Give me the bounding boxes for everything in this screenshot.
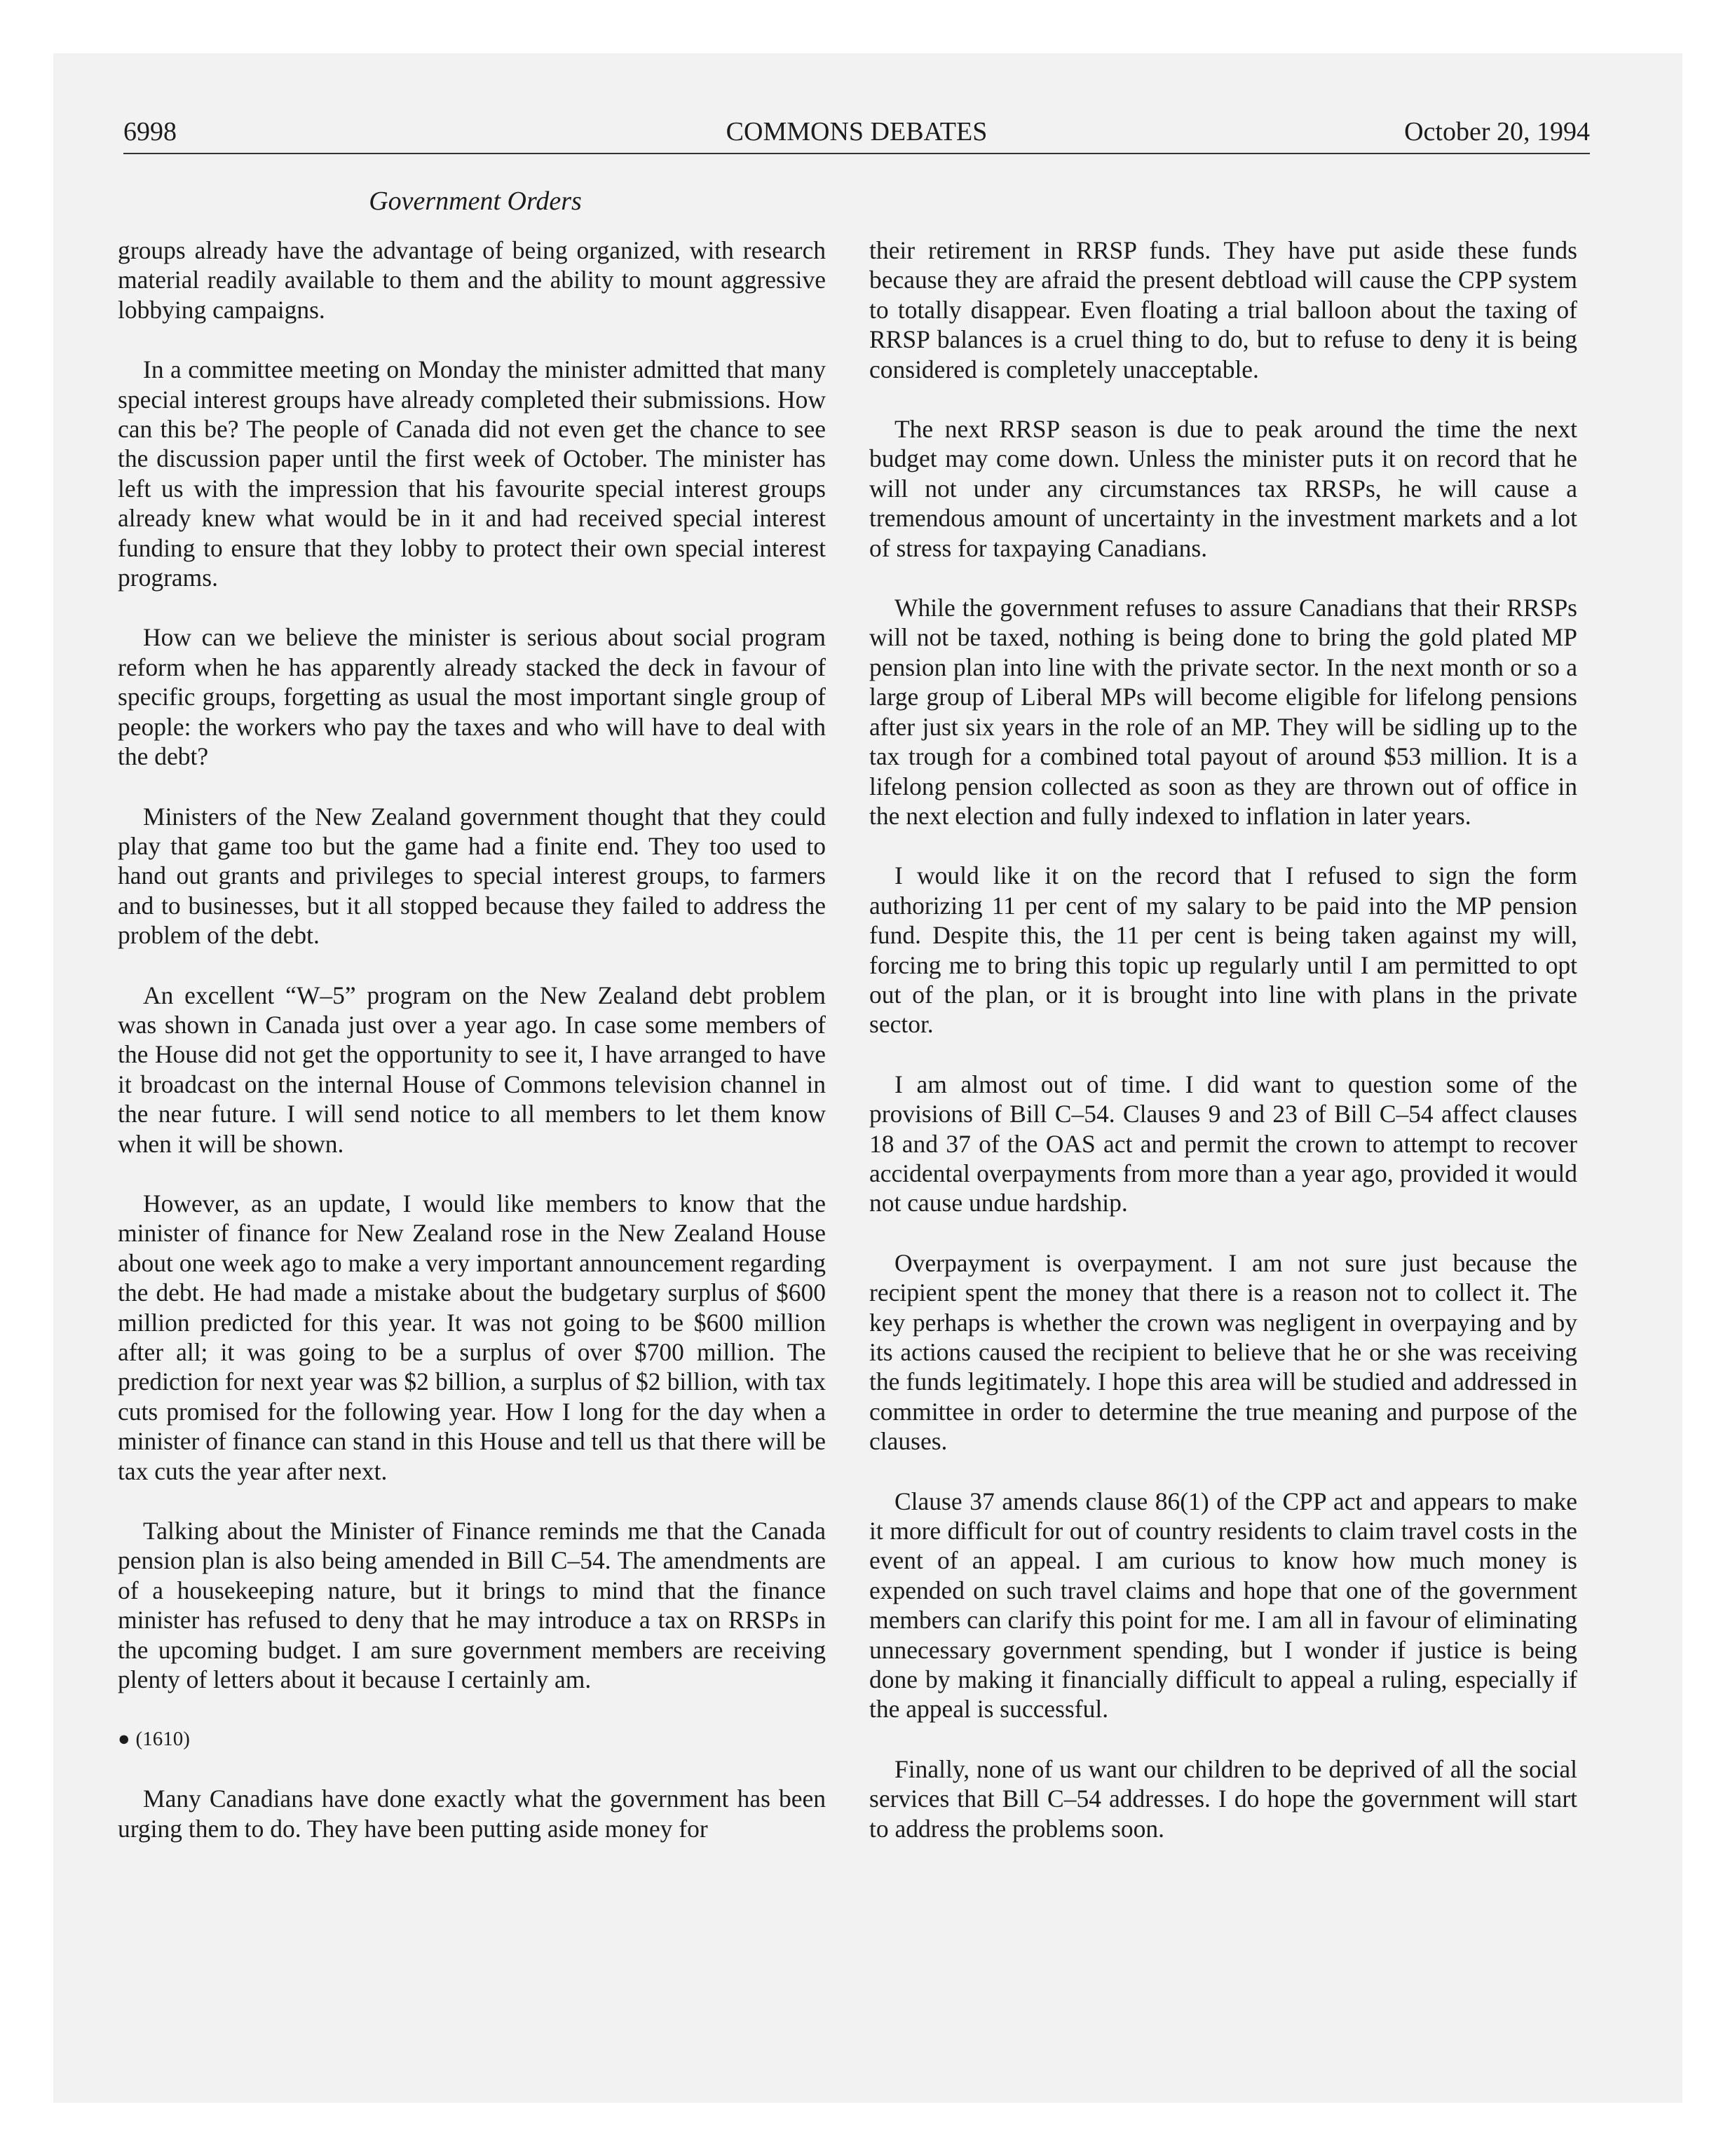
paragraph: Clause 37 amends clause 86(1) of the CPP act and appears to make it more difficult for out of country residents to claim travel costs in the event of an appeal. I am curious to know how much money is expended on such travel claims and hope that one of the government members can clarify this point for me. I am all in favour of eliminating unnecessary government spending, but I wonder if justice is being done by making it financially difficult to appeal a ruling, especially if the appeal is successful. (869, 1487, 1577, 1724)
paragraph: However, as an update, I would like members to know that the minister of finance for New Zealand rose in the New Zealand House about one week ago to make a very important announcement regarding the debt. He had made a mistake about the budgetary surplus of $600 million predicted for this year. It was not going to be $600 million after all; it was going to be a surplus of over $700 million. The prediction for next year was $2 billion, a surplus of $2 billion, with tax cuts promised for the following year. How I long for the day when a minister of finance can stand in this House and tell us that there will be tax cuts the year after next. (118, 1189, 826, 1485)
publication-date: October 20, 1994 (1404, 117, 1590, 146)
time-marker-label: (1610) (135, 1728, 190, 1751)
paragraph: their retirement in RRSP funds. They have put aside these funds because they are afraid the present debtload will cause the CPP system to totally disappear. Even floating a trial balloon about the taxing of RRSP balances is a cruel thing to do, but to refuse to deny it is being considered is completely unacceptable. (869, 236, 1577, 383)
bullet-icon: ● (118, 1728, 130, 1751)
paragraph: Talking about the Minister of Finance reminds me that the Canada pension plan is also being amended in Bill C–54. The amendments are of a housekeeping nature, but it brings to mind that the finance minister has refused to deny that he may introduce a tax on RRSPs in the upcoming budget. I am sure government members are receiving plenty of letters about it because I certainly am. (118, 1517, 826, 1694)
paragraph: Many Canadians have done exactly what the government has been urging them to do. They have been putting aside money for (118, 1785, 826, 1843)
paragraph: I would like it on the record that I refused to sign the form authorizing 11 per cent of my salary to be paid into the MP pension fund. Despite this, the 11 per cent is being taken against my will, forcing me to bring this topic up regularly until I am permitted to opt out of the plan, or it is brought into line with plans in the private sector. (869, 861, 1577, 1039)
paragraph: The next RRSP season is due to peak around the time the next budget may come down. Unless the minister puts it on record that he will not under any circumstances tax RRSPs, he will cause a tremendous amount of uncertainty in the investment markets and a lot of stress for taxpaying Canadians. (869, 415, 1577, 562)
time-marker (118, 1724, 826, 1754)
page-header (123, 112, 1590, 151)
journal-title: COMMONS DEBATES (726, 117, 988, 146)
paragraph: In a committee meeting on Monday the minister admitted that many special interest groups have already completed their submissions. How can this be? The people of Canada did not even get the chance to see the discussion paper until the first week of October. The minister has left us with the impression that his favourite special interest groups already knew what would be in it and had received special interest funding to ensure that they lobby to protect their own special interest programs. (118, 355, 826, 592)
paragraph: An excellent “W–5” program on the New Zealand debt problem was shown in Canada just over a year ago. In case some members of the House did not get the opportunity to see it, I have arranged to have it broadcast on the internal House of Commons television channel in the near future. I will send notice to all members to let them know when it will be shown. (118, 981, 826, 1158)
section-title: Government Orders (369, 186, 582, 216)
right-column (869, 236, 1577, 1874)
paragraph: I am almost out of time. I did want to question some of the provisions of Bill C–54. Clauses 9 and 23 of Bill C–54 affect clauses 18 and 37 of the OAS act and permit the crown to attempt to recover accidental overpayments from more than a year ago, provided it would not cause undue hardship. (869, 1070, 1577, 1217)
paragraph: How can we believe the minister is serious about social program reform when he has apparently already stacked the deck in favour of specific groups, forgetting as usual the most important single group of people: the workers who pay the taxes and who will have to deal with the debt? (118, 623, 826, 771)
paragraph: Overpayment is overpayment. I am not sure just because the recipient spent the money that there is a reason not to collect it. The key perhaps is whether the crown was negligent in overpaying and by its actions caused the recipient to believe that he or she was receiving the funds legitimately. I hope this area will be studied and addressed in committee in order to determine the true meaning and purpose of the clauses. (869, 1248, 1577, 1456)
paragraph: Finally, none of us want our children to be deprived of all the social services that Bill C–54 addresses. I do hope the government will start to address the problems soon. (869, 1754, 1577, 1843)
left-column (118, 236, 826, 1874)
header-rule (123, 153, 1590, 154)
paragraph: groups already have the advantage of being organized, with research material readily available to them and the ability to mount aggressive lobbying campaigns. (118, 236, 826, 324)
paragraph: While the government refuses to assure Canadians that their RRSPs will not be taxed, nothing is being done to bring the gold plated MP pension plan into line with the private sector. In the next month or so a large group of Liberal MPs will become eligible for lifelong pensions after just six years in the role of an MP. They will be sidling up to the tax trough for a combined total payout of around $53 million. It is a lifelong pension collected as soon as they are thrown out of office in the next election and fully indexed to inflation in later years. (869, 594, 1577, 830)
page-number: 6998 (123, 117, 177, 146)
paragraph: Ministers of the New Zealand government thought that they could play that game too but the game had a finite end. They too used to hand out grants and privileges to special interest groups, to farmers and to businesses, but it all stopped because they failed to address the problem of the debt. (118, 802, 826, 950)
